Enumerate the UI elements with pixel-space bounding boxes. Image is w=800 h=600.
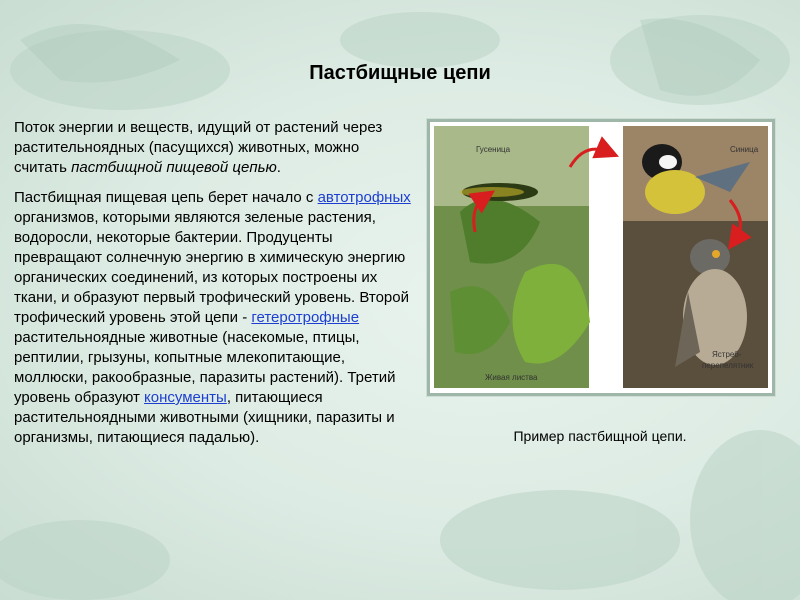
label-leaves: Живая листва	[485, 373, 538, 382]
intro-paragraph	[14, 118, 414, 178]
link-heterotrophs[interactable]: гетеротрофные	[251, 309, 360, 326]
food-chain-figure	[427, 119, 775, 396]
body-text-4: , питающиеся растительноядными животными (хищники, паразиты и организмы, питающиеся падалью).	[14, 389, 395, 446]
intro-term: пастбищной пищевой цепью	[71, 159, 277, 176]
body-text-3: растительноядные животные (насекомые, птицы, рептилии, грызуны, копытные млекопитающие, моллюски, ракообразные, паразиты растений). Третий уровень образуют	[14, 329, 396, 406]
page-title: Пастбищные цепи	[309, 62, 491, 84]
link-consumers[interactable]: консументы	[144, 389, 227, 406]
label-caterpillar: Гусеница	[476, 145, 511, 154]
link-autotrophs[interactable]: автотрофных	[317, 189, 411, 206]
intro-end: .	[276, 159, 281, 176]
body-text-1: Пастбищная пищевая цепь берет начало с	[14, 189, 318, 206]
food-chain-illustration	[430, 122, 772, 393]
label-hawk-2: перепелятник	[702, 361, 754, 370]
body-paragraph	[14, 188, 414, 448]
figure-caption: Пример пастбищной цепи.	[513, 428, 687, 444]
main-text	[14, 118, 414, 458]
label-tit: Синица	[730, 145, 759, 154]
label-hawk-1: Ястреб-	[712, 350, 742, 359]
intro-text: Поток энергии и веществ, идущий от растений через растительноядных (пасущихся) животных, можно считать	[14, 119, 383, 176]
body-text-2: организмов, которыми являются зеленые растения, водоросли, некоторые бактерии. Продуценты превращают солнечную энергию в химическую энергию органических соединений, из которых построены их ткани, и образуют первый трофический уровень. Второй трофический уровень этой цепи -	[14, 209, 409, 326]
